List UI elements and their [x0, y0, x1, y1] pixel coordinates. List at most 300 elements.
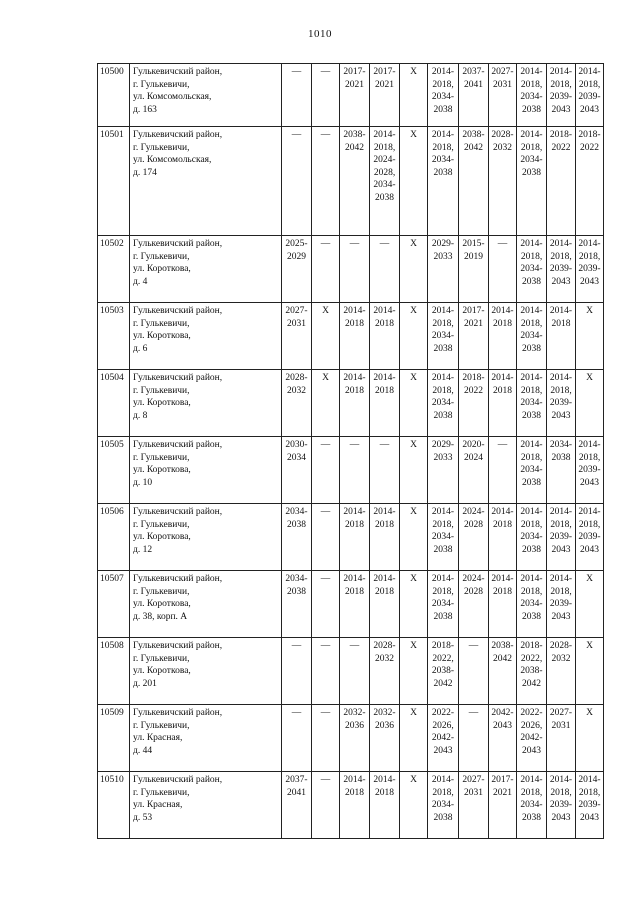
address-line: д. 10: [133, 477, 153, 488]
period-line: —: [349, 641, 360, 651]
period-line: 2014-: [491, 574, 514, 584]
period-line: 2020-: [462, 440, 485, 450]
period-line: 2017-: [491, 775, 514, 785]
period-line: 2018,: [432, 586, 454, 597]
period-line: 2034-: [373, 180, 396, 190]
period-line: 2043: [580, 276, 599, 287]
period-cell: [489, 303, 517, 370]
address-line: ул. Короткова,: [133, 331, 191, 341]
period-cell: [489, 437, 517, 504]
period-cell: [400, 571, 428, 638]
period-line: 2014-: [431, 306, 455, 316]
address-line: Гулькевичский район,: [133, 239, 223, 249]
address-cell: [130, 64, 282, 127]
period-cell: [282, 772, 312, 839]
period-line: 2018,: [550, 79, 572, 90]
row-id-cell: 10503: [98, 303, 130, 370]
period-line: 2018: [345, 318, 364, 329]
period-line: 2041: [464, 79, 483, 90]
period-line: 2038: [433, 410, 453, 421]
address-line: Гулькевичский район,: [133, 708, 223, 718]
period-line: 2027-: [285, 306, 308, 316]
address-cell: [130, 370, 282, 437]
period-cell: [517, 504, 547, 571]
period-cell: [312, 504, 340, 571]
address-line: г. Гулькевичи,: [133, 251, 190, 262]
period-line: X: [322, 306, 329, 316]
period-line: 2014-: [491, 306, 514, 316]
period-line: 2014-: [373, 507, 396, 517]
period-cell: [547, 64, 576, 127]
address-line: д. 163: [133, 104, 157, 115]
period-line: 2025-: [285, 239, 308, 249]
period-line: —: [349, 239, 360, 249]
period-line: 2018,: [432, 79, 454, 90]
period-cell: [547, 705, 576, 772]
period-line: 2038-: [431, 666, 455, 676]
period-line: 2036: [345, 720, 364, 731]
period-cell: [428, 571, 459, 638]
period-cell: [489, 571, 517, 638]
period-line: 2018,: [432, 385, 454, 396]
period-line: X: [586, 708, 593, 718]
period-line: 2024-: [462, 507, 485, 517]
row-id-cell: 10504: [98, 370, 130, 437]
address-line: г. Гулькевичи,: [133, 519, 190, 530]
period-cell: [428, 705, 459, 772]
period-cell: [312, 571, 340, 638]
period-cell: [459, 571, 489, 638]
period-line: 2014-: [520, 306, 543, 316]
row-id-cell: 10507: [98, 571, 130, 638]
address-line: д. 38, корп. А: [133, 611, 188, 622]
period-line: 2034-: [520, 800, 543, 810]
period-cell: [370, 437, 400, 504]
period-line: —: [320, 67, 331, 77]
address-line: Гулькевичский район,: [133, 440, 223, 450]
period-line: 2034-: [285, 507, 308, 517]
address-line: Гулькевичский район,: [133, 306, 223, 316]
period-line: 2037-: [462, 67, 485, 77]
period-line: 2014-: [431, 507, 455, 517]
period-cell: [517, 127, 547, 236]
table-row: [98, 437, 604, 504]
period-cell: [400, 437, 428, 504]
period-line: 2029-: [431, 239, 455, 249]
period-line: 2038: [433, 544, 453, 555]
period-cell: [576, 571, 604, 638]
row-id-cell: 10505: [98, 437, 130, 504]
period-cell: [282, 370, 312, 437]
period-cell: [282, 437, 312, 504]
period-line: 2038-: [343, 130, 366, 140]
period-cell: [428, 504, 459, 571]
period-cell: [489, 127, 517, 236]
period-line: 2039-: [578, 465, 601, 475]
period-line: 2018,: [520, 385, 543, 396]
period-line: 2014-: [431, 373, 455, 383]
period-line: 2014-: [520, 574, 543, 584]
period-line: 2042: [493, 653, 512, 664]
period-line: 2039-: [549, 800, 573, 810]
period-cell: [428, 303, 459, 370]
period-line: 2021: [464, 318, 483, 329]
period-line: 2039-: [549, 92, 573, 102]
period-line: 2014-: [343, 507, 366, 517]
address-cell: [130, 571, 282, 638]
period-line: X: [586, 641, 593, 651]
period-line: 2039-: [549, 532, 573, 542]
period-line: 2018-: [520, 641, 543, 651]
period-cell: [340, 127, 370, 236]
address-line: ул. Короткова,: [133, 666, 191, 676]
period-line: 2018: [375, 787, 394, 798]
period-line: 2021: [493, 787, 512, 798]
period-line: 2014-: [549, 373, 573, 383]
period-cell: [547, 504, 576, 571]
period-line: 2024-: [373, 155, 396, 165]
address-line: г. Гулькевичи,: [133, 318, 190, 329]
period-line: 2037-: [285, 775, 308, 785]
period-cell: [370, 705, 400, 772]
period-cell: [312, 370, 340, 437]
period-line: 2018-: [462, 373, 485, 383]
period-line: 2014-: [343, 306, 366, 316]
period-line: 2043: [551, 276, 571, 287]
period-cell: [576, 370, 604, 437]
period-line: 2018: [345, 586, 364, 597]
period-line: X: [410, 306, 417, 316]
period-line: 2014-: [373, 306, 396, 316]
period-line: 2031: [551, 720, 571, 731]
period-line: 2043: [580, 812, 599, 823]
period-line: 2043: [551, 410, 571, 421]
period-line: 2014-: [373, 130, 396, 140]
period-line: 2014-: [549, 67, 573, 77]
period-cell: [370, 236, 400, 303]
address-line: г. Гулькевичи,: [133, 586, 190, 597]
period-cell: [312, 236, 340, 303]
period-line: 2028: [464, 519, 483, 530]
period-line: —: [468, 641, 479, 651]
period-cell: [576, 705, 604, 772]
table-row: [98, 370, 604, 437]
period-cell: [517, 236, 547, 303]
period-line: 2018,: [550, 385, 572, 396]
period-line: 2018,: [432, 318, 454, 329]
period-line: 2014-: [343, 775, 366, 785]
period-cell: [400, 303, 428, 370]
table-body: [98, 64, 604, 839]
period-cell: [489, 705, 517, 772]
period-line: 2027-: [491, 67, 514, 77]
address-line: Гулькевичский район,: [133, 574, 223, 584]
address-cell: [130, 437, 282, 504]
period-line: 2039-: [578, 92, 601, 102]
period-line: 2038: [433, 812, 453, 823]
period-cell: [312, 772, 340, 839]
period-line: 2043: [522, 745, 541, 756]
period-cell: [400, 772, 428, 839]
period-line: 2018,: [520, 142, 543, 153]
period-line: 2021: [345, 79, 364, 90]
period-line: 2034-: [520, 465, 543, 475]
period-line: 2014-: [343, 574, 366, 584]
period-line: 2042-: [491, 708, 514, 718]
period-line: 2038: [522, 410, 541, 421]
table-row: [98, 772, 604, 839]
period-line: 2022: [464, 385, 483, 396]
period-cell: [459, 127, 489, 236]
period-line: 2014-: [520, 67, 543, 77]
address-line: г. Гулькевичи,: [133, 142, 190, 153]
period-line: 2038: [522, 477, 541, 488]
period-line: 2018-: [578, 130, 601, 140]
period-line: 2014-: [520, 507, 543, 517]
period-line: 2017-: [343, 67, 366, 77]
period-line: 2043: [551, 104, 571, 115]
row-id-cell: 10501: [98, 127, 130, 236]
period-line: —: [320, 775, 331, 785]
period-line: —: [320, 440, 331, 450]
period-line: 2042-: [520, 733, 543, 743]
table-row: [98, 127, 604, 236]
period-cell: [370, 370, 400, 437]
row-id-cell: 10508: [98, 638, 130, 705]
period-line: 2042: [433, 678, 453, 689]
period-line: 2014-: [549, 306, 573, 316]
period-line: 2015-: [462, 239, 485, 249]
period-cell: [400, 370, 428, 437]
period-line: X: [586, 306, 593, 316]
period-line: 2014-: [549, 775, 573, 785]
period-line: 2034-: [431, 800, 455, 810]
row-id-cell: 10500: [98, 64, 130, 127]
period-line: —: [497, 440, 508, 450]
period-line: 2014-: [578, 507, 601, 517]
period-line: 2038: [522, 544, 541, 555]
period-cell: [517, 370, 547, 437]
period-cell: [340, 236, 370, 303]
period-cell: [370, 571, 400, 638]
period-line: —: [468, 708, 479, 718]
address-cell: [130, 705, 282, 772]
period-cell: [576, 127, 604, 236]
period-line: 2042-: [431, 733, 455, 743]
period-cell: [489, 772, 517, 839]
period-line: 2018,: [520, 787, 543, 798]
period-cell: [576, 504, 604, 571]
period-line: 2029-: [431, 440, 455, 450]
period-line: 2038: [522, 611, 541, 622]
period-line: 2014-: [578, 440, 601, 450]
period-cell: [340, 571, 370, 638]
address-cell: [130, 236, 282, 303]
address-line: ул. Короткова,: [133, 532, 191, 542]
period-line: 2032-: [373, 708, 396, 718]
period-line: 2038: [522, 167, 541, 178]
period-line: 2018,: [373, 142, 396, 153]
period-cell: [340, 705, 370, 772]
period-line: 2018,: [432, 519, 454, 530]
period-line: —: [497, 239, 508, 249]
period-line: 2038: [433, 104, 453, 115]
period-line: 2034-: [431, 331, 455, 341]
page-number: 1010: [308, 28, 332, 40]
period-line: 2022-: [431, 708, 455, 718]
period-line: 2018: [345, 787, 364, 798]
period-cell: [517, 705, 547, 772]
period-line: 2033: [433, 251, 453, 262]
address-line: ул. Комсомольская,: [133, 92, 212, 102]
period-line: 2038-: [462, 130, 485, 140]
period-line: 2032: [287, 385, 306, 396]
period-line: 2018: [493, 519, 512, 530]
period-line: 2043: [433, 745, 453, 756]
period-line: 2014-: [343, 373, 366, 383]
period-line: 2039-: [549, 398, 573, 408]
period-line: 2018,: [550, 251, 572, 262]
address-line: ул. Комсомольская,: [133, 155, 212, 165]
period-cell: [312, 705, 340, 772]
period-line: —: [320, 574, 331, 584]
period-line: 2043: [493, 720, 512, 731]
address-line: д. 53: [133, 812, 153, 823]
period-line: 2034-: [549, 440, 573, 450]
address-line: ул. Короткова,: [133, 398, 191, 408]
period-line: 2028,: [373, 167, 396, 178]
period-cell: [428, 370, 459, 437]
period-cell: [370, 64, 400, 127]
period-line: 2014-: [520, 239, 543, 249]
period-line: 2014-: [578, 67, 601, 77]
period-line: 2014-: [549, 507, 573, 517]
period-line: 2031: [287, 318, 306, 329]
period-cell: [312, 64, 340, 127]
period-line: 2038: [551, 452, 571, 463]
period-cell: [312, 127, 340, 236]
period-line: 2022,: [520, 653, 543, 664]
period-cell: [340, 772, 370, 839]
row-id-cell: 10502: [98, 236, 130, 303]
period-cell: [489, 370, 517, 437]
period-cell: [428, 638, 459, 705]
period-line: 2014-: [549, 574, 573, 584]
period-cell: [489, 504, 517, 571]
period-line: 2014-: [431, 130, 455, 140]
period-line: 2018: [493, 385, 512, 396]
period-line: 2018,: [520, 79, 543, 90]
period-cell: [576, 638, 604, 705]
period-line: 2018: [345, 519, 364, 530]
period-line: 2018: [345, 385, 364, 396]
period-line: 2018,: [578, 79, 601, 90]
period-line: 2028-: [373, 641, 396, 651]
period-line: 2017-: [373, 67, 396, 77]
period-line: —: [320, 130, 331, 140]
period-cell: [400, 638, 428, 705]
period-cell: [400, 504, 428, 571]
period-line: 2018,: [550, 787, 572, 798]
period-line: 2026,: [520, 720, 543, 731]
table-row: [98, 638, 604, 705]
period-line: 2027-: [549, 708, 573, 718]
period-line: 2032-: [343, 708, 366, 718]
period-cell: [340, 638, 370, 705]
period-line: 2028-: [549, 641, 573, 651]
period-line: X: [410, 641, 417, 651]
period-line: 2038: [287, 586, 306, 597]
period-line: 2014-: [520, 373, 543, 383]
period-line: 2027-: [462, 775, 485, 785]
address-line: г. Гулькевичи,: [133, 79, 190, 90]
period-line: 2018,: [520, 251, 543, 262]
period-cell: [428, 772, 459, 839]
address-line: Гулькевичский район,: [133, 507, 223, 517]
table-row: [98, 504, 604, 571]
period-line: —: [349, 440, 360, 450]
address-line: д. 6: [133, 343, 148, 354]
period-cell: [459, 303, 489, 370]
row-id-cell: 10506: [98, 504, 130, 571]
period-cell: [400, 64, 428, 127]
period-cell: [282, 303, 312, 370]
address-line: Гулькевичский район,: [133, 130, 223, 140]
address-line: Гулькевичский район,: [133, 775, 223, 785]
period-line: 2042: [464, 142, 483, 153]
period-line: 2034-: [520, 398, 543, 408]
period-cell: [459, 638, 489, 705]
period-line: 2038: [433, 167, 453, 178]
period-line: 2039-: [578, 800, 601, 810]
period-line: 2034-: [520, 264, 543, 274]
period-cell: [459, 772, 489, 839]
period-line: 2031: [464, 787, 483, 798]
period-cell: [576, 64, 604, 127]
period-line: 2038: [522, 812, 541, 823]
period-line: 2018: [375, 519, 394, 530]
address-line: г. Гулькевичи,: [133, 787, 190, 798]
period-line: 2029: [287, 251, 306, 262]
period-cell: [517, 571, 547, 638]
period-cell: [576, 437, 604, 504]
period-cell: [312, 303, 340, 370]
period-cell: [428, 236, 459, 303]
period-cell: [282, 705, 312, 772]
period-cell: [517, 638, 547, 705]
period-line: X: [410, 574, 417, 584]
period-cell: [370, 303, 400, 370]
period-cell: [547, 236, 576, 303]
period-line: 2014-: [373, 373, 396, 383]
period-line: 2043: [551, 611, 571, 622]
period-cell: [282, 504, 312, 571]
period-cell: [340, 64, 370, 127]
period-line: 2022,: [432, 653, 454, 664]
period-line: 2043: [551, 544, 571, 555]
period-line: 2038: [375, 192, 394, 203]
address-line: ул. Короткова,: [133, 465, 191, 475]
period-line: —: [379, 440, 390, 450]
period-line: 2014-: [549, 239, 573, 249]
period-line: 2014-: [520, 130, 543, 140]
period-cell: [547, 303, 576, 370]
period-line: 2033: [433, 452, 453, 463]
period-line: 2018,: [578, 787, 601, 798]
period-cell: [517, 303, 547, 370]
period-line: 2034-: [431, 155, 455, 165]
period-line: 2032: [493, 142, 512, 153]
